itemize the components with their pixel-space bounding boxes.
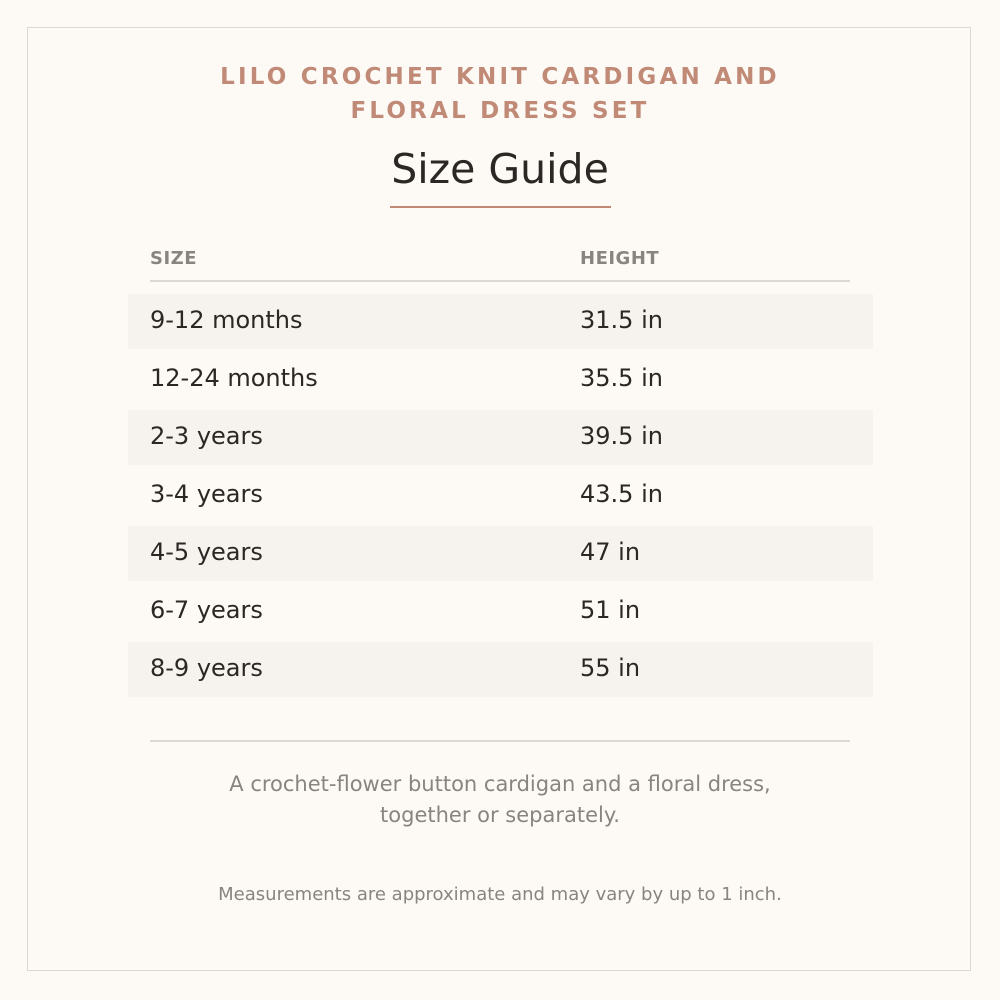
height-cell: 47 in [580, 538, 641, 566]
product-title [0, 60, 1000, 128]
size-cell: 8-9 years [150, 654, 263, 682]
column-header-height: HEIGHT [580, 248, 660, 269]
header-divider [150, 280, 850, 282]
table-row [128, 352, 873, 407]
description-line-2: together or separately. [380, 803, 620, 827]
product-title-line-1: LILO CROCHET KNIT CARDIGAN AND [220, 64, 780, 90]
product-description [0, 769, 1000, 831]
size-cell: 9-12 months [150, 306, 303, 334]
table-row [128, 468, 873, 523]
table-row [128, 642, 873, 697]
size-cell: 2-3 years [150, 422, 263, 450]
height-cell: 39.5 in [580, 422, 663, 450]
table-row [128, 526, 873, 581]
table-row [128, 584, 873, 639]
page-title: Size Guide [391, 145, 609, 193]
column-header-size: SIZE [150, 248, 198, 269]
size-cell: 6-7 years [150, 596, 263, 624]
table-row [128, 294, 873, 349]
measurement-disclaimer: Measurements are approximate and may vary by up to 1 inch. [218, 884, 782, 905]
size-table [128, 294, 873, 700]
footer-divider [150, 740, 850, 742]
height-cell: 35.5 in [580, 364, 663, 392]
height-cell: 31.5 in [580, 306, 663, 334]
size-cell: 3-4 years [150, 480, 263, 508]
description-line-1: A crochet-flower button cardigan and a floral dress, [229, 772, 771, 796]
table-row [128, 410, 873, 465]
title-underline [390, 206, 611, 208]
size-cell: 4-5 years [150, 538, 263, 566]
product-title-line-2: FLORAL DRESS SET [350, 98, 650, 124]
size-cell: 12-24 months [150, 364, 318, 392]
height-cell: 51 in [580, 596, 641, 624]
height-cell: 55 in [580, 654, 641, 682]
height-cell: 43.5 in [580, 480, 663, 508]
